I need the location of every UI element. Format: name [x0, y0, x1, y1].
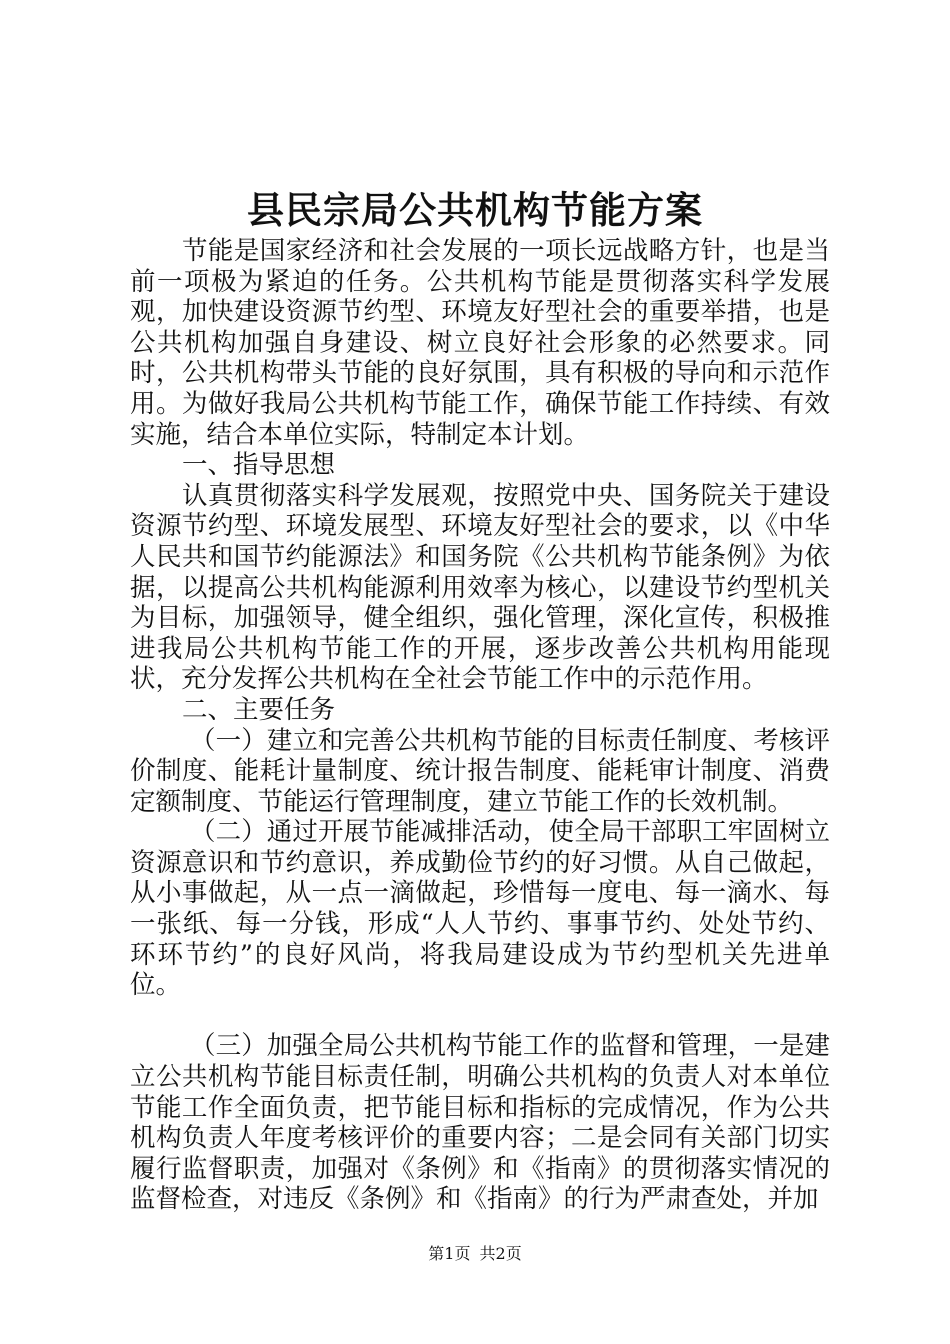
task-paragraph-2: （二）通过开展节能减排活动，使全局干部职工牢固树立资源意识和节约意识，养成勤俭节约的好习惯。从自己做起，从小事做起，从一点一滴做起，珍惜每一度电、每一滴水、每一张纸、每一分钱，形成“人人节约、事事节约、处处节约、环环节约”的良好风尚，将我局建设成为节约型机关先进单位。 — [130, 817, 830, 1001]
guiding-paragraph: 认真贯彻落实科学发展观，按照党中央、国务院关于建设资源节约型、环境发展型、环境友好型社会的要求，以《中华人民共和国节约能源法》和国务院《公共机构节能条例》为依据，以提高公共机构能源利用效率为核心，以建设节约型机关为目标，加强领导，健全组织，强化管理，深化宣传，积极推进我局公共机构节能工作的开展，逐步改善公共机构用能现状，充分发挥公共机构在全社会节能工作中的示范作用。 — [130, 480, 830, 695]
document-title: 县民宗局公共机构节能方案 — [247, 188, 703, 232]
task-paragraph-1: （一）建立和完善公共机构节能的目标责任制度、考核评价制度、能耗计量制度、统计报告制度、能耗审计制度、消费定额制度、节能运行管理制度，建立节能工作的长效机制。 — [130, 725, 830, 817]
page-number: 第1页 — [428, 1244, 471, 1263]
section-heading-guiding: 一、指导思想 — [182, 450, 336, 481]
paragraph-spacer — [130, 1001, 830, 1032]
section-heading-tasks: 二、主要任务 — [182, 694, 336, 725]
page-total: 共2页 — [479, 1244, 522, 1263]
document-body — [130, 236, 830, 1215]
intro-paragraph: 节能是国家经济和社会发展的一项长远战略方针，也是当前一项极为紧迫的任务。公共机构节能是贯彻落实科学发展观，加快建设资源节约型、环境友好型社会的重要举措，也是公共机构加强自身建设、树立良好社会形象的必然要求。同时，公共机构带头节能的良好氛围，具有积极的导向和示范作用。为做好我局公共机构节能工作，确保节能工作持续、有效实施，结合本单位实际，特制定本计划。 — [130, 236, 830, 450]
page-footer — [0, 1243, 950, 1265]
task-paragraph-3: （三）加强全局公共机构节能工作的监督和管理，一是建立公共机构节能目标责任制，明确公共机构的负责人对本单位节能工作全面负责，把节能目标和指标的完成情况，作为公共机构负责人年度考核评价的重要内容；二是会同有关部门切实履行监督职责，加强对《条例》和《指南》的贯彻落实情况的监督检查，对违反《条例》和《指南》的行为严肃查处，并加 — [130, 1031, 830, 1215]
